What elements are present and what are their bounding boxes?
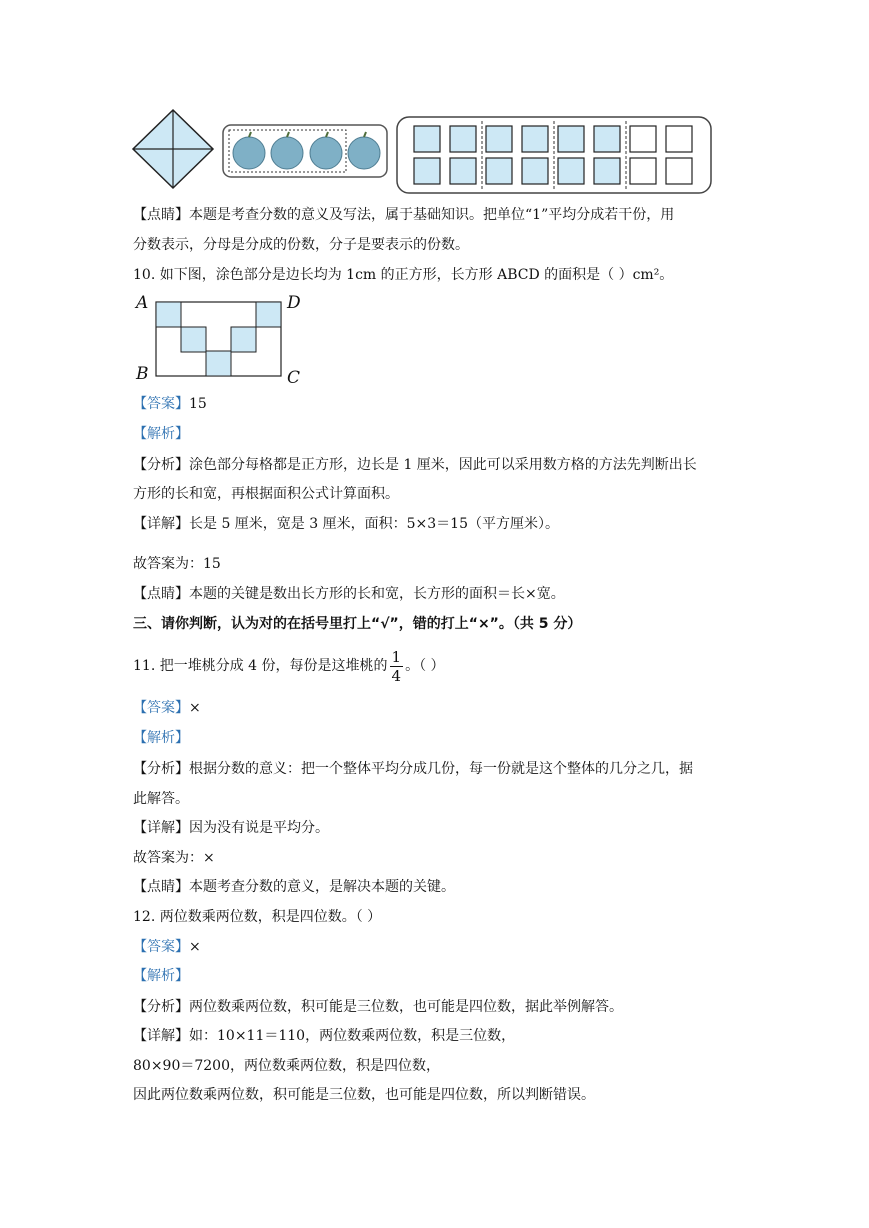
- grid-square: [630, 126, 656, 152]
- grid-square: [594, 126, 620, 152]
- answer-value: ×: [189, 700, 201, 716]
- answer-tag: 【答案】: [133, 939, 189, 955]
- dianjing-tag: 【点睛】: [133, 207, 189, 223]
- q12-xiangjie-2: 80×90＝7200，两位数乘两位数，积是四位数，: [133, 1058, 440, 1074]
- q10-fenxi-1: [133, 455, 697, 475]
- grid-square: [666, 158, 692, 184]
- fraction-denominator: 4: [391, 666, 402, 685]
- grid-square: [450, 158, 476, 184]
- q11-final: 故答案为：×: [133, 850, 215, 866]
- q11-fenxi-1: [133, 759, 693, 779]
- label-a: A: [136, 293, 149, 313]
- label-c: C: [287, 368, 301, 388]
- fenxi-tag: 【分析】: [133, 999, 189, 1015]
- q11-fenxi-2: 此解答。: [133, 791, 189, 807]
- q12-jiexi: 【解析】: [133, 968, 189, 984]
- note-9-line1: [133, 205, 674, 225]
- q10-figure: [133, 292, 313, 388]
- note-9-line2: 分数表示，分母是分成的份数，分子是要表示的份数。: [133, 237, 469, 253]
- grid-square: [558, 158, 584, 184]
- q11-jiexi: 【解析】: [133, 730, 189, 746]
- fenxi-tag: 【分析】: [133, 761, 189, 777]
- q11-dianjing: [133, 877, 455, 897]
- answer-value: 15: [189, 396, 207, 412]
- label-b: B: [136, 364, 149, 384]
- grid-square: [594, 158, 620, 184]
- xiangjie-text: 因为没有说是平均分。: [189, 820, 329, 836]
- q12-answer: [133, 937, 201, 957]
- q11-text-b: 。（ ）: [405, 658, 445, 674]
- grid-square: [630, 158, 656, 184]
- q10-answer: [133, 394, 207, 414]
- q12-xiangjie-1: [133, 1026, 515, 1046]
- xiangjie-text: 如：10×11＝110，两位数乘两位数，积是三位数，: [189, 1028, 516, 1044]
- section-3-heading: 三、请你判断，认为对的在括号里打上“√”，错的打上“×”。（共 5 分）: [133, 616, 582, 632]
- grid-square: [666, 126, 692, 152]
- grid-square: [450, 126, 476, 152]
- dianjing-text: 本题的关键是数出长方形的长和宽，长方形的面积＝长×宽。: [189, 586, 565, 602]
- answer-tag: 【答案】: [133, 700, 189, 716]
- q12-question: 12. 两位数乘两位数，积是四位数。（ ）: [133, 909, 382, 925]
- figure-square-grid: [396, 116, 712, 194]
- fenxi-text: 两位数乘两位数，积可能是三位数，也可能是四位数，据此举例解答。: [189, 999, 623, 1015]
- q11-answer: [133, 698, 201, 718]
- dianjing-tag: 【点睛】: [133, 586, 189, 602]
- dianjing-text: 本题考查分数的意义，是解决本题的关键。: [189, 879, 455, 895]
- q10-dianjing: [133, 584, 565, 604]
- grid-square: [414, 126, 440, 152]
- figure-diamond: [130, 108, 216, 190]
- q10-fenxi-2: 方形的长和宽，再根据面积公式计算面积。: [133, 486, 399, 502]
- xiangjie-tag: 【详解】: [133, 516, 189, 532]
- fraction-one-quarter: [390, 648, 404, 685]
- q12-fenxi: [133, 997, 623, 1017]
- grid-square: [522, 126, 548, 152]
- q11-xiangjie: [133, 818, 329, 838]
- fenxi-text: 根据分数的意义：把一个整体平均分成几份，每一份就是这个整体的几分之几，据: [189, 761, 693, 777]
- xiangjie-tag: 【详解】: [133, 820, 189, 836]
- fraction-numerator: 1: [391, 647, 402, 666]
- grid-square: [522, 158, 548, 184]
- answer-tag: 【答案】: [133, 396, 189, 412]
- dianjing-tag: 【点睛】: [133, 879, 189, 895]
- grid-square: [486, 158, 512, 184]
- answer-value: ×: [189, 939, 201, 955]
- fenxi-tag: 【分析】: [133, 457, 189, 473]
- q10-final: 故答案为：15: [133, 556, 221, 572]
- q10-question: 10. 如下图，涂色部分是边长均为 1cm 的正方形，长方形 ABCD 的面积是（ ）cm²。: [133, 267, 674, 283]
- grid-square: [414, 158, 440, 184]
- q11-text-a: 11. 把一堆桃分成 4 份，每份是这堆桃的: [133, 658, 388, 674]
- grid-square: [558, 126, 584, 152]
- note-9-text: 本题是考查分数的意义及写法，属于基础知识。把单位“1”平均分成若干份，用: [189, 207, 675, 223]
- q11-question: [133, 646, 445, 686]
- q12-xiangjie-3: 因此两位数乘两位数，积可能是三位数，也可能是四位数，所以判断错误。: [133, 1087, 595, 1103]
- xiangjie-text: 长是 5 厘米，宽是 3 厘米，面积：5×3＝15（平方厘米）。: [189, 516, 559, 532]
- fenxi-text: 涂色部分每格都是正方形，边长是 1 厘米，因此可以采用数方格的方法先判断出长: [189, 457, 697, 473]
- q10-xiangjie: [133, 514, 559, 534]
- label-d: D: [287, 293, 301, 313]
- q10-jiexi: 【解析】: [133, 426, 189, 442]
- grid-square: [486, 126, 512, 152]
- figure-apples: [222, 124, 388, 178]
- xiangjie-tag: 【详解】: [133, 1028, 189, 1044]
